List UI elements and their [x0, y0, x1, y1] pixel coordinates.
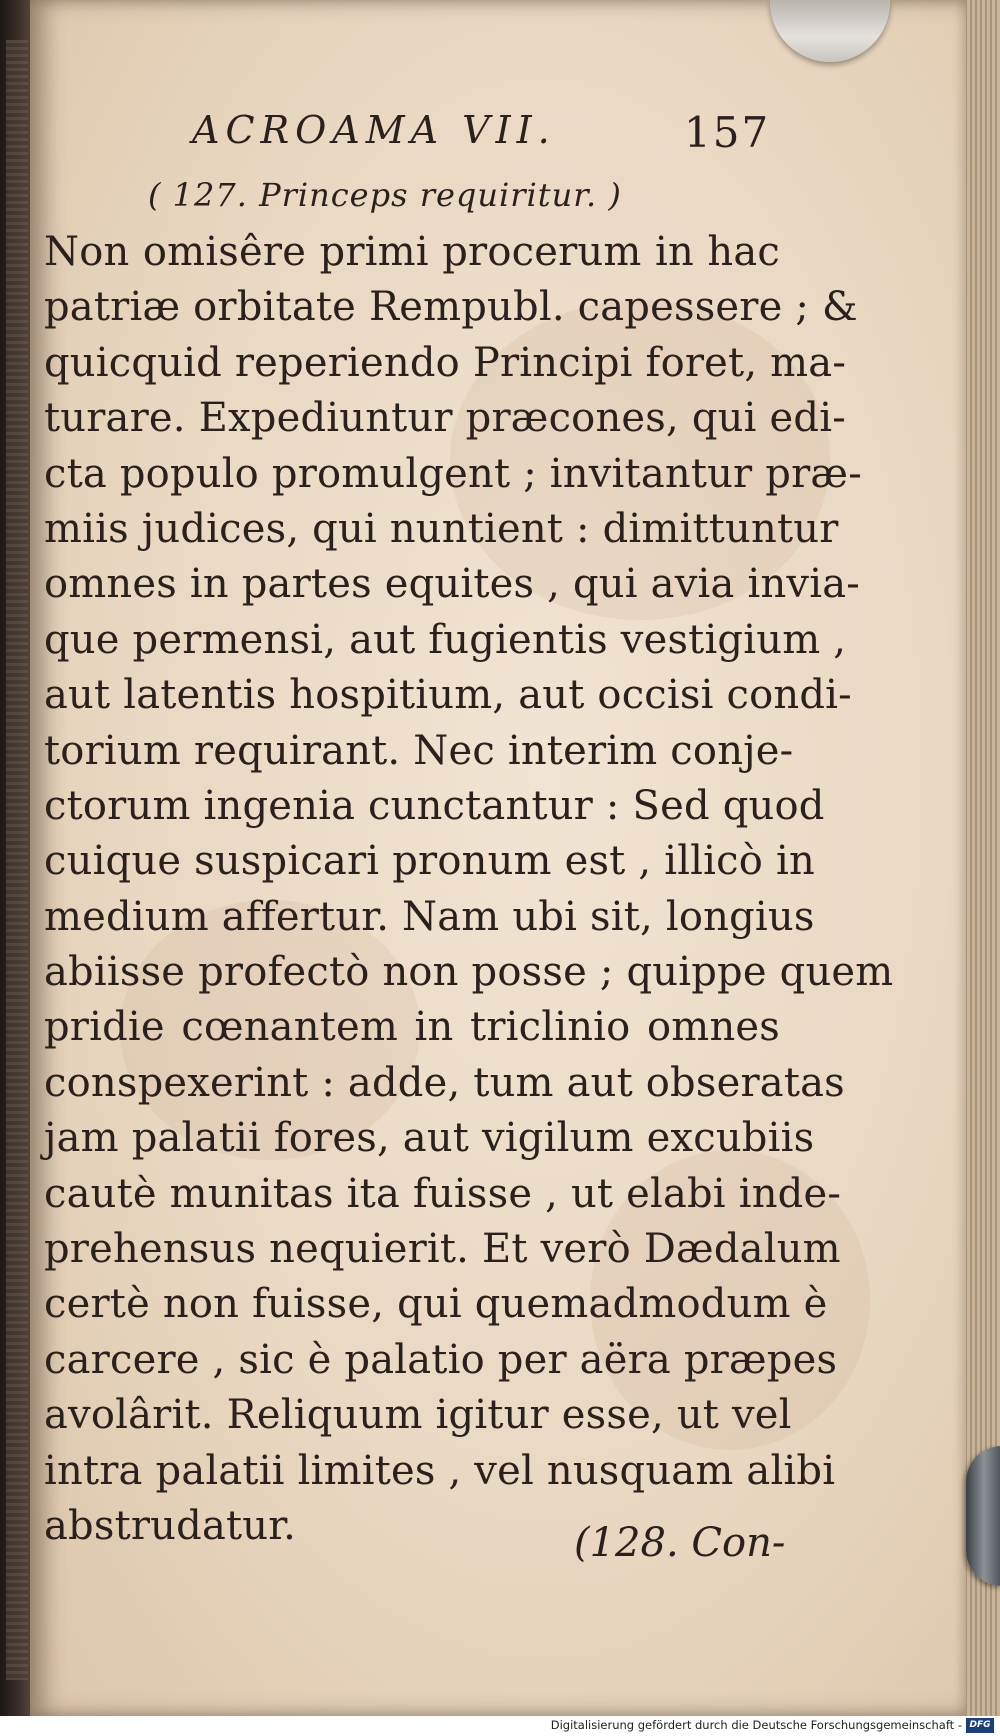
text-line: intra palatii limites , vel nusquam alibi — [44, 1447, 836, 1494]
text-line: avolârit. Reliquum igitur esse, ut vel — [44, 1392, 792, 1439]
text-line: jam palatii fores, aut vigilum excubiis — [44, 1115, 815, 1162]
text-line: cta populo promulgent ; invitantur præ- — [44, 450, 862, 497]
running-header-title: ACROAMA VII. — [192, 108, 556, 152]
text-line: turare. Expediuntur præcones, qui edi- — [44, 395, 846, 442]
text-line: ctorum ingenia cunctantur : Sed quod — [44, 782, 825, 829]
text-line: Non omisêre primi procerum in hac — [44, 229, 780, 275]
text-line: patriæ orbitate Rempubl. capessere ; & — [44, 284, 858, 331]
text-line: abiisse profectò non posse ; quippe quem — [44, 949, 894, 996]
text-line: certè non fuisse, qui quemadmodum è — [44, 1281, 828, 1328]
text-line: cautè munitas ita fuisse , ut elabi inde- — [44, 1170, 842, 1217]
text-line: conspexerint : adde, tum aut obseratas — [44, 1059, 845, 1106]
text-line: abstrudatur. — [44, 1502, 297, 1549]
section-sidenote: ( 127. Princeps requiritur. ) — [148, 176, 622, 214]
funding-credit: Digitalisierung gefördert durch die Deutsche Forschungsgemeinschaft - — [550, 1718, 962, 1732]
text-line: torium requirant. Nec interim conje- — [44, 727, 794, 774]
text-line: prehensus nequierit. Et verò Dædalum — [44, 1226, 841, 1273]
text-line: carcere , sic è palatio per aëra præpes — [44, 1336, 838, 1383]
text-line: aut latentis hospitium, aut occisi condi- — [44, 672, 852, 719]
body-text — [44, 225, 894, 1554]
text-line: medium affertur. Nam ubi sit, longius — [44, 893, 815, 940]
previous-page-edge — [6, 40, 28, 1680]
text-line: cuique suspicari pronum est , illicò in — [44, 838, 815, 885]
right-page-clip — [966, 1446, 1000, 1586]
page-number: 157 — [684, 108, 771, 157]
catchword: (128. Con- — [574, 1520, 786, 1566]
text-line: que permensi, aut fugientis vestigium , — [44, 616, 847, 663]
text-line: quicquid reperiendo Principi foret, ma- — [44, 339, 847, 386]
text-line: pridie cœnantem in triclinio omnes — [44, 1004, 780, 1051]
dfg-logo: DFG — [966, 1718, 994, 1733]
text-line: miis judices, qui nuntient : dimittuntur — [44, 505, 839, 552]
text-line: omnes in partes equites , qui avia invia- — [44, 561, 860, 608]
